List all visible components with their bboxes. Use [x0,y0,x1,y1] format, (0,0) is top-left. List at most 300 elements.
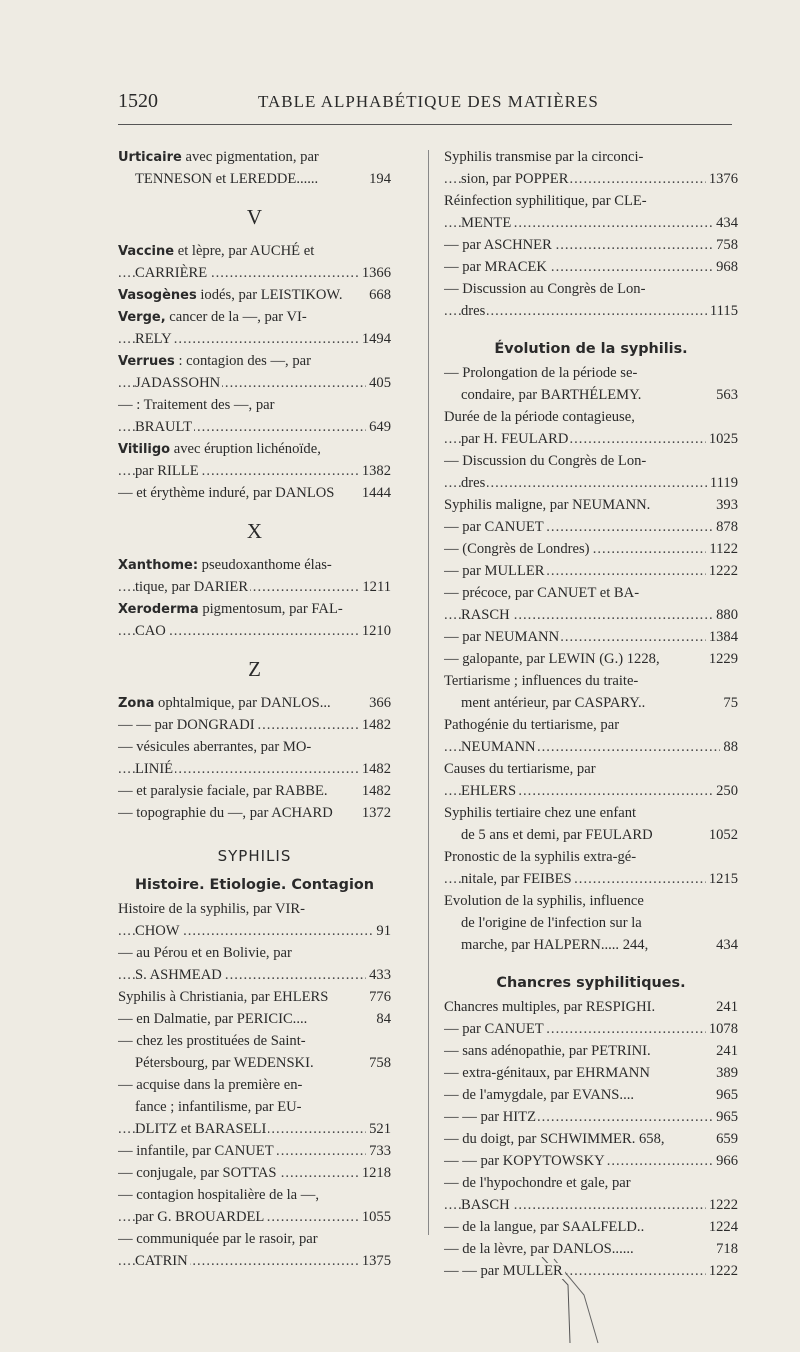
page-reference: 1078 [706,1018,738,1040]
entry-text [444,849,638,865]
entry-text [444,717,621,733]
entry-text [461,431,570,447]
subsection-title-histoire: Histoire. Etiologie. Contagion [134,877,375,893]
entry-description: — et érythème induré, par DANLOS [118,485,335,501]
index-entry [118,1096,391,1118]
index-entry [444,1172,738,1194]
page-reference: 966 [713,1150,738,1172]
index-entry [118,1030,391,1052]
entry-description: — au Pérou et en Bolivie, par [118,945,292,961]
entry-text [118,309,309,325]
entry-keyword: Xeroderma [118,602,199,617]
x-group [118,554,391,642]
entry-text [444,1219,646,1235]
index-entry [444,1084,738,1106]
entry-description: fance ; infantilisme, par EU- [135,1099,302,1115]
page-reference: 75 [720,692,738,714]
entry-text [461,475,487,491]
entry-text [118,243,316,259]
entry-text [118,901,307,917]
entry-description: CAO [135,623,166,639]
index-entry [118,438,391,460]
entry-description: avec éruption lichénoïde, [170,441,321,457]
index-entry [118,262,391,284]
entry-description: Histoire de la syphilis, par VIR- [118,901,305,917]
header-rule [118,124,732,125]
page-reference: 733 [366,1140,391,1162]
entry-text [118,149,321,165]
index-entry [118,1184,391,1206]
entry-description: nitale, par FEIBES [461,871,572,887]
entry-description: Syphilis transmise par la circonci- [444,149,644,165]
index-entry [444,802,738,824]
entry-description: — en Dalmatie, par PERICIC.... [118,1011,308,1027]
page-reference: 1055 [359,1206,391,1228]
index-entry [444,1238,738,1260]
page-reference: 1119 [707,472,738,494]
index-entry [444,1216,738,1238]
entry-keyword: Verrues [118,354,175,369]
page-reference: 84 [373,1008,391,1030]
letter-heading-v: V [246,205,263,229]
entry-description: pseudoxanthome élas- [198,557,332,573]
entry-description: — par ASCHNER [444,237,552,253]
entry-text [118,989,330,1005]
index-entry [444,212,738,234]
entry-description: CARRIÈRE [135,265,208,281]
entry-text [135,1099,304,1115]
entry-description: EHLERS [461,783,517,799]
entry-description: — (Congrès de Londres) [444,541,590,557]
entry-text [118,945,294,961]
index-entry [118,482,391,504]
letter-heading-z: Z [248,657,261,681]
entry-description: RELY [135,331,172,347]
page-reference: 250 [713,780,738,802]
index-entry [444,692,738,714]
entry-text [135,967,224,983]
index-entry [444,300,738,322]
entry-text [118,353,313,369]
index-entry [444,1040,738,1062]
index-entry [444,494,738,516]
entry-text [118,1077,304,1093]
entry-text [444,281,647,297]
index-entry [118,1118,391,1140]
entry-text [444,999,657,1015]
entry-text [135,171,320,187]
entry-text [135,623,168,639]
entry-keyword: Verge, [118,310,166,325]
entry-text [135,1253,190,1269]
page-reference: 434 [713,212,738,234]
entry-text [135,331,174,347]
entry-text [461,827,655,843]
entry-text [118,1187,321,1203]
entry-description: par H. FEULARD [461,431,569,447]
entry-description: — extra-génitaux, par EHRMANN [444,1065,650,1081]
contagion-cont-group [444,146,738,322]
entry-text [444,1153,607,1169]
page-header [0,90,800,116]
page-reference: 1218 [359,1162,391,1184]
entry-description: BRAULT [135,419,193,435]
index-entry [444,996,738,1018]
index-entry [118,714,391,736]
page-reference: 194 [366,168,391,190]
index-entry [444,1106,738,1128]
entry-text [135,375,222,391]
entry-description: — par CANUET [444,1021,544,1037]
entry-description: — — par DONGRADI [118,717,255,733]
index-entry [444,1194,738,1216]
entry-description: TENNESON et LEREDDE...... [135,171,319,187]
entry-text [118,485,336,501]
entry-description: — infantile, par CANUET [118,1143,274,1159]
page-reference: 1115 [707,300,738,322]
entry-text [461,915,644,931]
entry-text [135,265,209,281]
entry-keyword: Urticaire [118,150,182,165]
entry-text [444,497,652,513]
index-entry [118,240,391,262]
entry-text [444,541,592,557]
subsection-title-evolution: Évolution de la syphilis. [494,341,688,357]
index-entry [118,964,391,986]
entry-text [444,1263,565,1279]
entry-description: — : Traitement des —, par [118,397,275,413]
entry-text [444,651,662,667]
page-reference: 1372 [359,802,391,824]
section-title-syphilis: SYPHILIS [217,847,292,865]
entry-description: Causes du tertiarisme, par [444,761,596,777]
index-entry [444,234,738,256]
index-entry [118,692,391,714]
index-entry [444,278,738,300]
index-entry [444,582,738,604]
page-reference: 241 [713,1040,738,1062]
index-entry [444,736,738,758]
entry-description: Pathogénie du tertiarisme, par [444,717,620,733]
index-entry [118,146,391,168]
entry-text [444,1131,667,1147]
entry-text [135,1055,316,1071]
page-reference: 1494 [359,328,391,350]
entry-text [135,1121,268,1137]
entry-description: — par CANUET [444,519,544,535]
page-reference: 1222 [706,1194,738,1216]
index-entry [444,1128,738,1150]
entry-text [444,1021,546,1037]
entry-text [461,387,643,403]
page-reference: 521 [366,1118,391,1140]
entry-description: LINIÉ [135,761,174,777]
index-entry [444,1018,738,1040]
page-reference: 1375 [359,1250,391,1272]
index-entry [444,168,738,190]
index-entry [118,576,391,598]
entry-description: RASCH [461,607,510,623]
entry-text [461,1197,512,1213]
left-column [118,146,391,1272]
entry-description: MENTE [461,215,512,231]
entry-text [444,1109,538,1125]
entry-description: — chez les prostituées de Saint- [118,1033,306,1049]
entry-description: sion, par POPPER [461,171,569,187]
index-entry [118,898,391,920]
entry-description: — — par KOPYTOWSKY [444,1153,605,1169]
right-column [444,146,738,1282]
urticaire-group [118,146,391,190]
entry-text [118,695,333,711]
entry-text [461,607,512,623]
page-reference: 1222 [706,1260,738,1282]
entry-text [118,397,276,413]
letter-heading-x: X [246,519,263,543]
index-entry [444,472,738,494]
index-entry [118,416,391,438]
entry-description: par RILLE [135,463,199,479]
entry-text [444,629,561,645]
index-entry [444,780,738,802]
entry-description: de l'origine de l'infection sur la [461,915,642,931]
entry-text [444,673,640,689]
entry-text [461,171,570,187]
index-entry [118,736,391,758]
entry-text [135,761,175,777]
entry-text [118,441,323,457]
index-entry [118,1162,391,1184]
entry-description: de 5 ans et demi, par FEULARD [461,827,653,843]
entry-description: — galopante, par LEWIN (G.) 1228, [444,651,660,667]
entry-text [461,783,518,799]
page-reference: 1376 [706,168,738,190]
entry-description: — de l'hypochondre et gale, par [444,1175,631,1191]
entry-description: — conjugale, par SOTTAS [118,1165,277,1181]
entry-text [118,717,257,733]
index-entry [444,890,738,912]
column-divider [428,150,429,1235]
index-entry [444,670,738,692]
page-reference: 1384 [706,626,738,648]
entry-keyword: Vitiligo [118,442,171,457]
index-entry [444,516,738,538]
entry-text [118,1033,308,1049]
entry-description: S. ASHMEAD [135,967,222,983]
entry-description: Pronostic de la syphilis extra-gé- [444,849,637,865]
entry-text [135,1209,266,1225]
entry-description: tique, par DARIER [135,579,249,595]
page-reference: 405 [366,372,391,394]
page-reference: 965 [713,1106,738,1128]
index-entry [118,306,391,328]
index-entry [444,758,738,780]
page-reference: 433 [366,964,391,986]
index-entry [118,1052,391,1074]
entry-description: ophtalmique, par DANLOS... [154,695,331,711]
index-entry [444,714,738,736]
page-reference: 1122 [706,538,738,560]
page-reference: 91 [373,920,391,942]
index-entry [444,1062,738,1084]
page-reference: 1382 [359,460,391,482]
entry-description: marche, par HALPERN..... 244, [461,937,649,953]
entry-text [118,805,335,821]
index-entry [444,648,738,670]
entry-text [444,1065,652,1081]
page-reference: 718 [713,1238,738,1260]
index-entry [444,934,738,956]
entry-text [444,237,554,253]
index-entry [118,1206,391,1228]
entry-text [444,149,645,165]
page-reference: 563 [713,384,738,406]
index-entry [444,846,738,868]
entry-text [461,303,487,319]
index-entry [444,428,738,450]
index-entry [118,802,391,824]
entry-text [444,365,639,381]
entry-text [118,1011,309,1027]
index-entry [118,1140,391,1162]
page-reference: 1025 [706,428,738,450]
page-reference: 1444 [359,482,391,504]
entry-description: DLITZ et BARASELI [135,1121,267,1137]
entry-text [444,409,637,425]
page-reference: 1482 [359,780,391,802]
page-reference: 1222 [706,560,738,582]
entry-description: CATRIN [135,1253,188,1269]
entry-description: — et paralysie faciale, par RABBE. [118,783,328,799]
entry-description: — sans adénopathie, par PETRINI. [444,1043,651,1059]
index-entry [444,604,738,626]
page-reference: 758 [713,234,738,256]
page-reference: 968 [713,256,738,278]
entry-text [444,893,646,909]
histoire-group [118,898,391,1272]
entry-description: cancer de la —, par VI- [165,309,307,325]
entry-description: CHOW [135,923,180,939]
index-entry [444,256,738,278]
entry-description: — Discussion du Congrès de Lon- [444,453,647,469]
entry-description: pigmentosum, par FAL- [198,601,343,617]
entry-description: — — par MULLER [444,1263,563,1279]
index-entry [444,1150,738,1172]
index-entry [444,384,738,406]
entry-description: iodés, par LEISTIKOW. [196,287,343,303]
entry-text [118,557,334,573]
entry-description: : contagion des —, par [174,353,311,369]
entry-keyword: Zona [118,696,155,711]
entry-description: — par NEUMANN [444,629,560,645]
entry-text [444,761,598,777]
entry-text [444,1043,653,1059]
entry-description: — Prolongation de la période se- [444,365,638,381]
entry-text [135,463,201,479]
entry-description: — de l'amygdale, par EVANS.... [444,1087,635,1103]
page-reference: 241 [713,996,738,1018]
entry-description: — du doigt, par SCHWIMMER. 658, [444,1131,665,1147]
entry-text [118,601,345,617]
index-entry [444,912,738,934]
entry-description: — contagion hospitalière de la —, [118,1187,320,1203]
entry-description: NEUMANN [461,739,536,755]
index-entry [118,920,391,942]
entry-description: dres [461,303,486,319]
entry-description: — Discussion au Congrès de Lon- [444,281,646,297]
page-reference: 1224 [706,1216,738,1238]
entry-keyword: Vasogènes [118,288,197,303]
page-reference: 1211 [359,576,391,598]
page-reference: 880 [713,604,738,626]
page-reference: 1482 [359,758,391,780]
entry-text [118,287,345,303]
entry-text [135,923,182,939]
entry-description: Pétersbourg, par WEDENSKI. [135,1055,314,1071]
index-entry [444,560,738,582]
page-number: 1520 [118,90,158,112]
entry-text [461,871,574,887]
entry-text [444,453,648,469]
index-entry [118,328,391,350]
entry-text [461,937,650,953]
index-entry [118,460,391,482]
entry-text [444,1175,633,1191]
entry-description: — par MULLER [444,563,545,579]
page-reference: 1052 [706,824,738,846]
page-reference: 1210 [359,620,391,642]
index-entry [118,168,391,190]
entry-description: par G. BROUARDEL [135,1209,265,1225]
entry-description: — vésicules aberrantes, par MO- [118,739,312,755]
subsection-title-chancres: Chancres syphilitiques. [496,975,686,991]
z-group [118,692,391,824]
page-reference: 659 [713,1128,738,1150]
page-reference: 1215 [706,868,738,890]
entry-text [118,1165,279,1181]
index-entry [118,620,391,642]
entry-description: — de la langue, par SAALFELD.. [444,1219,645,1235]
entry-description: — précoce, par CANUET et BA- [444,585,640,601]
entry-keyword: Xanthome: [118,558,199,573]
index-entry [118,1250,391,1272]
index-entry [444,146,738,168]
entry-text [444,259,549,275]
entry-text [118,739,313,755]
entry-description: Chancres multiples, par RESPIGHI. [444,999,656,1015]
index-entry [444,362,738,384]
page-reference: 668 [366,284,391,306]
entry-description: et lèpre, par AUCHÉ et [174,243,315,259]
entry-text [444,563,547,579]
index-entry [118,598,391,620]
entry-text [118,1231,320,1247]
entry-description: BASCH [461,1197,510,1213]
page-reference: 776 [366,986,391,1008]
entry-description: Tertiarisme ; influences du traite- [444,673,639,689]
index-entry [118,942,391,964]
entry-description: Evolution de la syphilis, influence [444,893,644,909]
entry-description: — topographie du —, par ACHARD [118,805,333,821]
index-entry [444,450,738,472]
index-entry [118,554,391,576]
index-entry [444,824,738,846]
entry-description: condaire, par BARTHÉLEMY. [461,387,642,403]
page-reference: 1229 [706,648,738,670]
v-group [118,240,391,504]
entry-text [135,419,194,435]
page-reference: 366 [366,692,391,714]
